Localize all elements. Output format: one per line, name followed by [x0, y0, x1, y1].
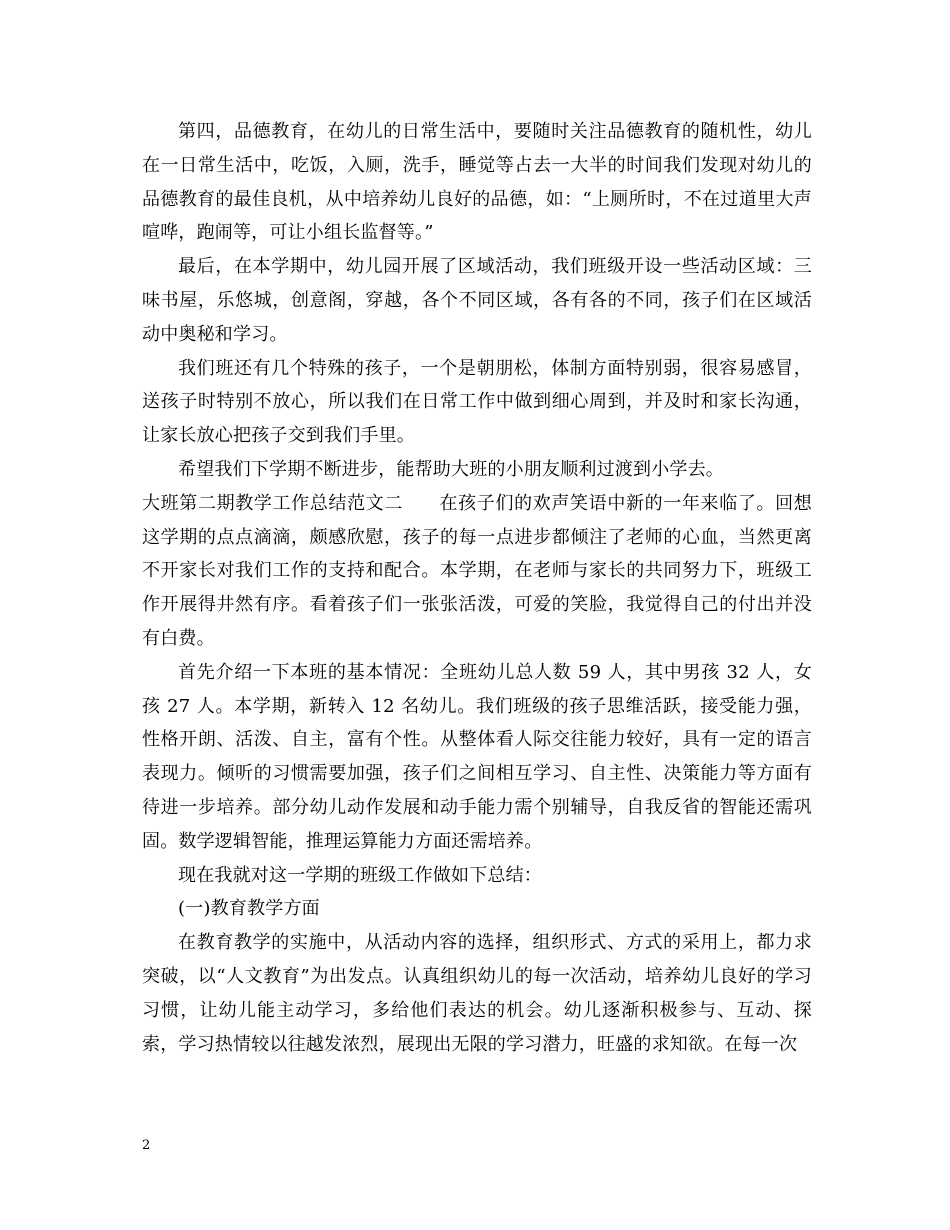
paragraph-moral-education: 第四，品德教育，在幼儿的日常生活中，要随时关注品德教育的随机性，幼儿在一日常生活中，吃饭，入厕，洗手，睡觉等占去一大半的时间我们发现对幼儿的品德教育的最佳良机，从中培养幼儿良好的品德，如：“上厕所时，不在过道里大声喧哗，跑闹等，可让小组长监督等。” [142, 121, 812, 244]
paragraph-special-children: 我们班还有几个特殊的孩子，一个是朝朋松，体制方面特别弱，很容易感冒，送孩子时特别不放心，所以我们在日常工作中做到细心周到，并及时和家长沟通，让家长放心把孩子交到我们手里。 [142, 357, 812, 447]
subheading-teaching: (一)教育教学方面 [178, 898, 320, 920]
paragraph-teaching-practice: 在教育教学的实施中，从活动内容的选择，组织形式、方式的采用上，都力求突破，以“人文教育”为出发点。认真组织幼儿的每一次活动，培养幼儿良好的学习习惯，让幼儿能主动学习，多给他们表达的机会。幼儿逐渐积极参与、互动、探索，学习热情较以往越发浓烈，展现出无限的学习潜力，旺盛的求知欲。在每一次 [142, 932, 812, 1055]
page-number: 2 [142, 1138, 151, 1153]
paragraph-summary-intro: 现在我就对这一学期的班级工作做如下总结： [178, 864, 542, 886]
section-title: 大班第二期教学工作总结范文二 [142, 492, 404, 514]
section-block [142, 487, 812, 656]
document-body [142, 115, 812, 1061]
section-intro: 在孩子们的欢声笑语中新的一年来临了。回想这学期的点点滴滴，颇感欣慰，孩子的每一点进步都倾注了老师的心血，当然更离不开家长对我们工作的支持和配合。本学期，在老师与家长的共同努力下，班级工作开展得井然有序。看着孩子们一张张活泼，可爱的笑脸，我觉得自己的付出并没有白费。 [142, 492, 812, 649]
paragraph-class-overview: 首先介绍一下本班的基本情况：全班幼儿总人数 59 人，其中男孩 32 人，女孩 27 人。本学期，新转入 12 名幼儿。我们班级的孩子思维活跃，接受能力强，性格开朗、活泼、自主，富有个性。从整体看人际交往能力较好，具有一定的语言表现力。倾听的习惯需要加强，孩子们之间相互学习、自主性、决策能力等方面有待进一步培养。部分幼儿动作发展和动手能力需个别辅导，自我反省的智能还需巩固。数学逻辑智能，推理运算能力方面还需培养。 [142, 661, 812, 852]
paragraph-hope: 希望我们下学期不断进步，能帮助大班的小朋友顺利过渡到小学去。 [178, 458, 724, 480]
paragraph-area-activities: 最后，在本学期中，幼儿园开展了区域活动，我们班级开设一些活动区域：三味书屋，乐悠城，创意阁，穿越，各个不同区域，各有各的不同，孩子们在区域活动中奥秘和学习。 [142, 256, 812, 345]
